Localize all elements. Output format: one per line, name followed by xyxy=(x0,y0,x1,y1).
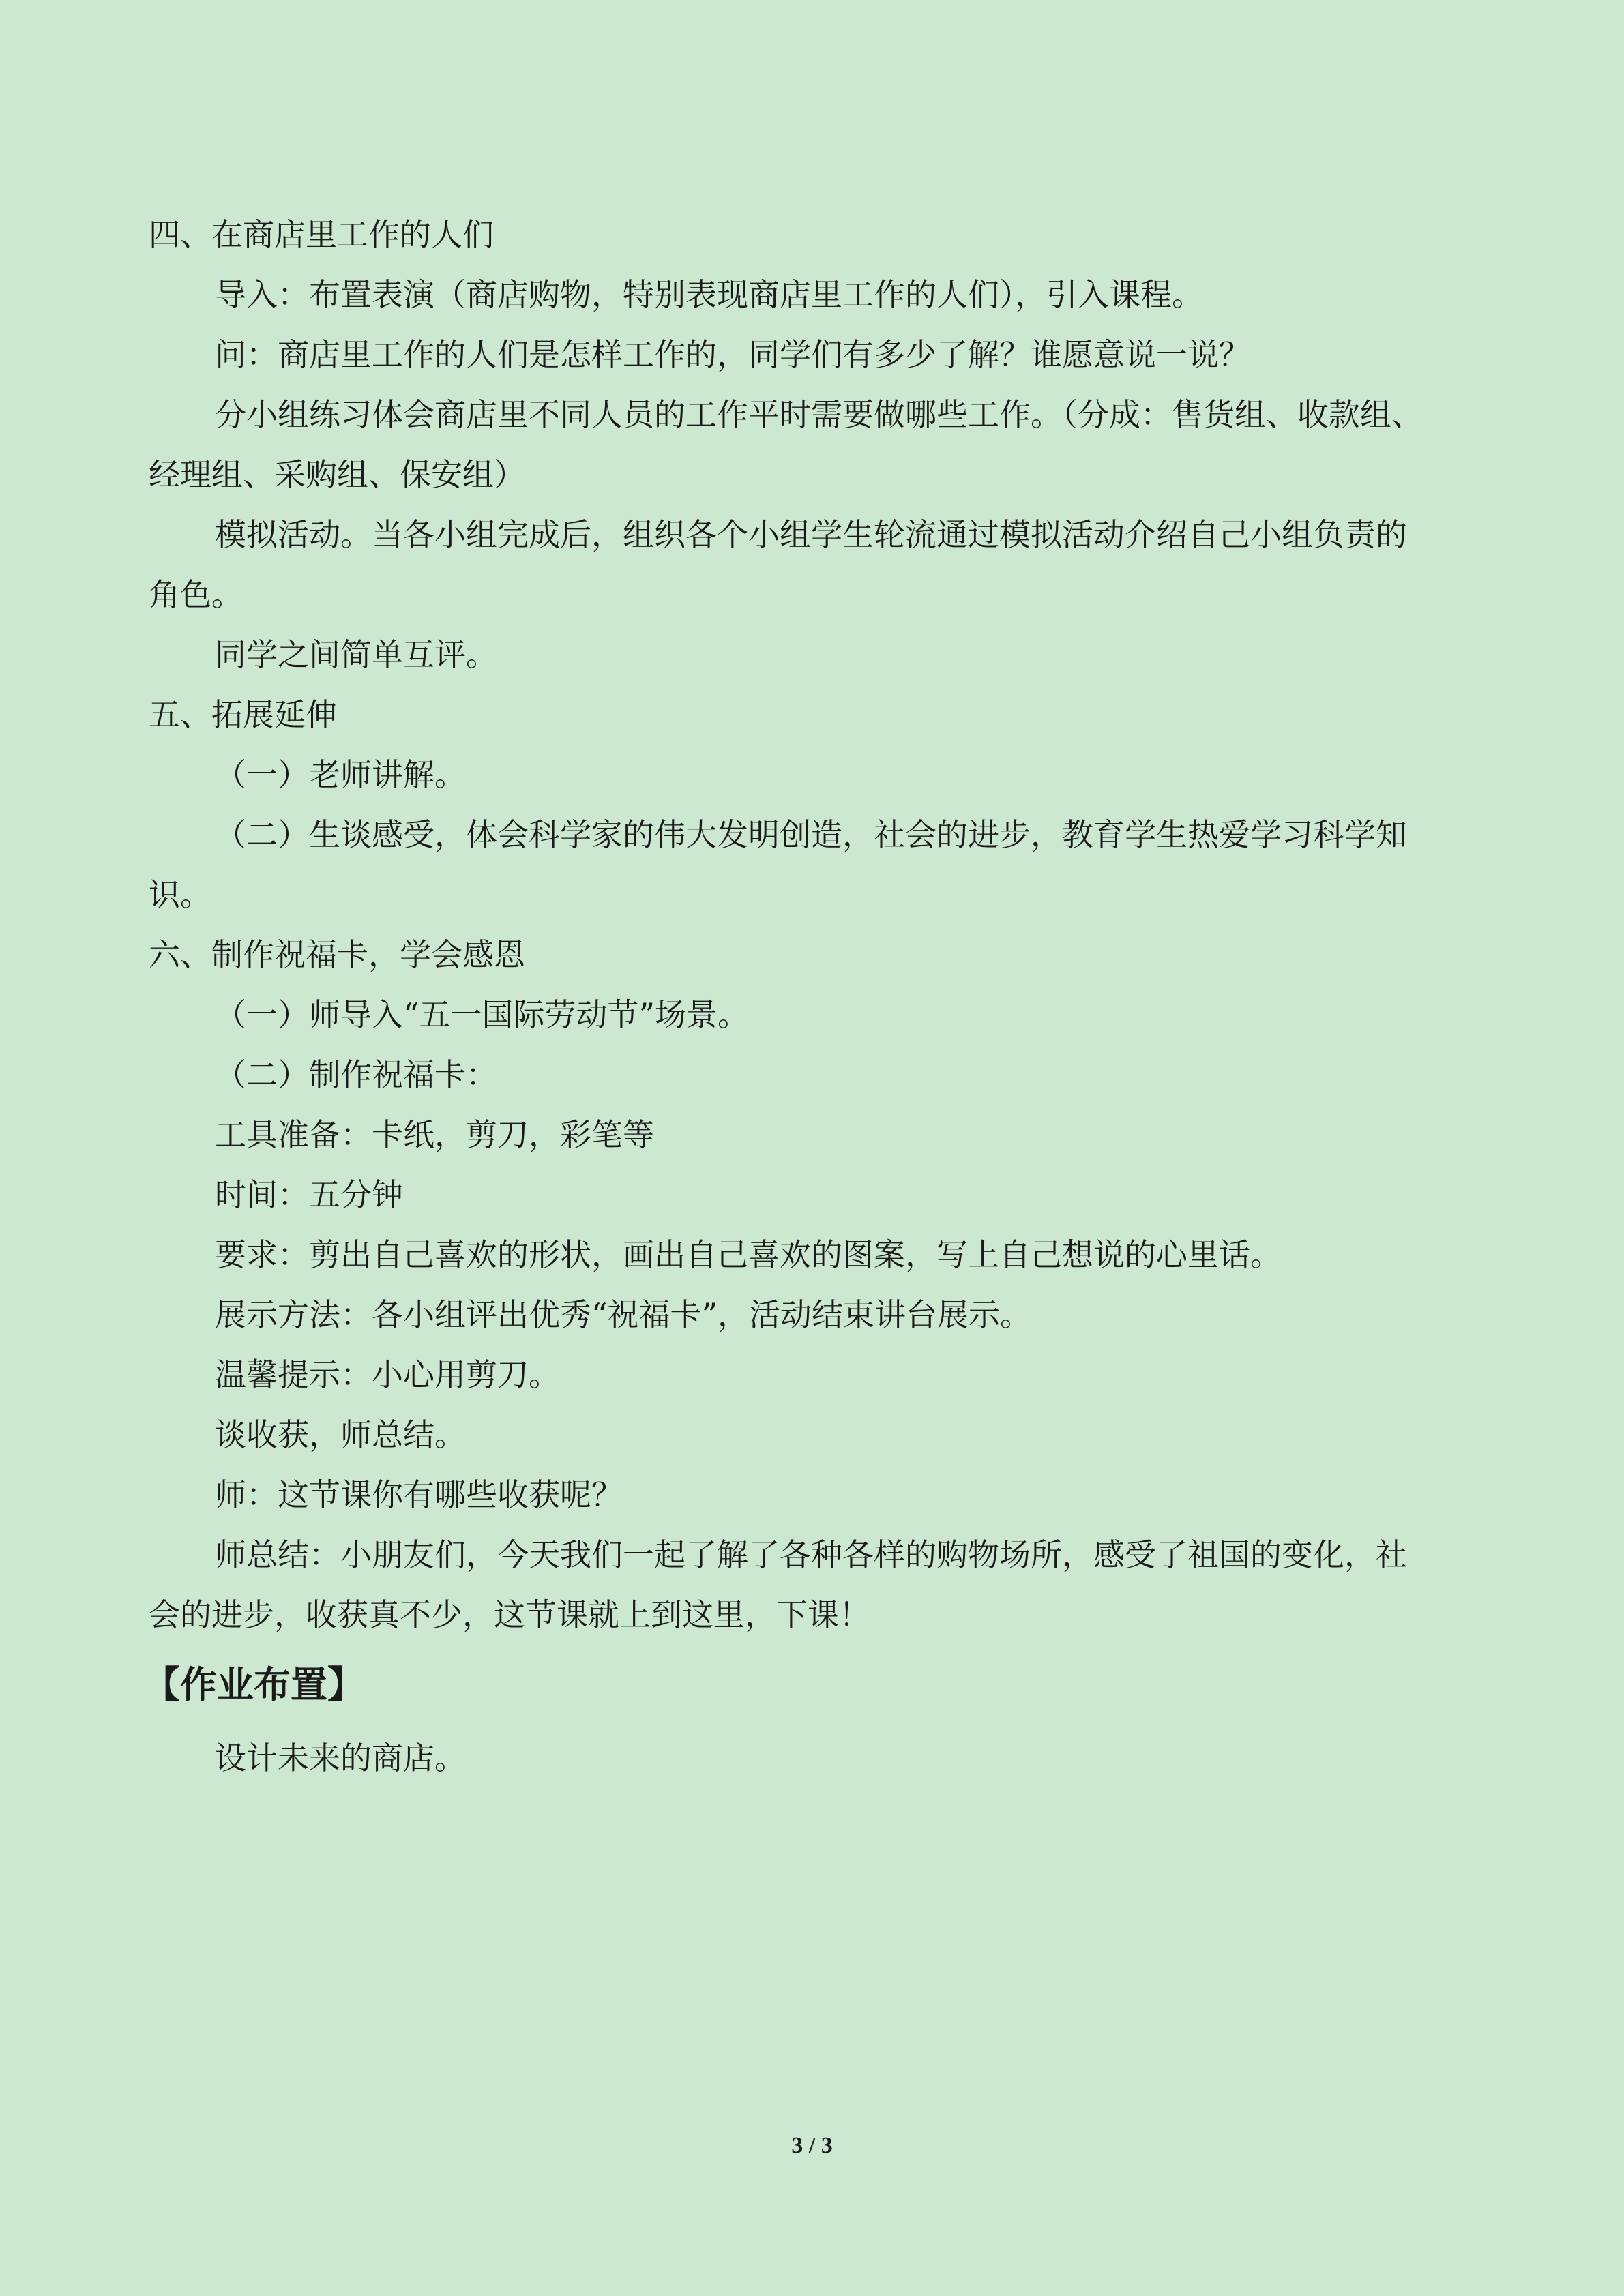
text-line: 问：商店里工作的人们是怎样工作的，同学们有多少了解？谁愿意说一说？ xyxy=(215,336,1250,373)
page-number: 3 / 3 xyxy=(791,2133,833,2158)
text-line: 角色。 xyxy=(149,576,243,613)
text-line: 经理组、采购组、保安组） xyxy=(149,456,525,493)
text-line: 六、制作祝福卡，学会感恩 xyxy=(149,936,525,973)
text-line: 导入：布置表演（商店购物，特别表现商店里工作的人们），引入课程。 xyxy=(215,276,1203,313)
text-line: 师：这节课你有哪些收获呢？ xyxy=(215,1476,623,1513)
text-line: 工具准备：卡纸，剪刀，彩笔等 xyxy=(215,1116,654,1153)
text-line: 五、拓展延伸 xyxy=(149,696,337,733)
lesson-content xyxy=(149,205,1458,1645)
text-line: （二）制作祝福卡： xyxy=(215,1056,497,1093)
text-line: 谈收获，师总结。 xyxy=(215,1416,466,1453)
text-line: 识。 xyxy=(149,876,211,913)
text-line: 同学之间简单互评。 xyxy=(215,636,497,673)
text-line: 分小组练习体会商店里不同人员的工作平时需要做哪些工作。（分成：售货组、收款组、 xyxy=(215,396,1423,433)
text-line: （一）师导入“五一国际劳动节”场景。 xyxy=(215,996,750,1033)
text-line: 温馨提示：小心用剪刀。 xyxy=(215,1356,560,1393)
text-line: 师总结：小朋友们，今天我们一起了解了各种各样的购物场所，感受了祖国的变化，社 xyxy=(215,1536,1407,1573)
text-line: 会的进步，收获真不少，这节课就上到这里，下课！ xyxy=(149,1596,870,1633)
text-line: 展示方法：各小组评出优秀“祝福卡”，活动结束讲台展示。 xyxy=(215,1296,1032,1333)
homework-text: 设计未来的商店。 xyxy=(215,1740,466,1776)
text-line: （二）生谈感受，体会科学家的伟大发明创造，社会的进步，教育学生热爱学习科学知 xyxy=(215,816,1407,853)
homework-heading: 【作业布置】 xyxy=(143,1663,364,1706)
text-line: 要求：剪出自己喜欢的形状，画出自己喜欢的图案，写上自己想说的心里话。 xyxy=(215,1236,1282,1273)
text-line: 时间：五分钟 xyxy=(215,1176,403,1213)
text-line: 四、在商店里工作的人们 xyxy=(149,216,494,253)
document-body xyxy=(143,205,1458,1788)
text-line: 模拟活动。当各小组完成后，组织各个小组学生轮流通过模拟活动介绍自己小组负责的 xyxy=(215,516,1407,553)
text-line: （一）老师讲解。 xyxy=(215,756,466,793)
